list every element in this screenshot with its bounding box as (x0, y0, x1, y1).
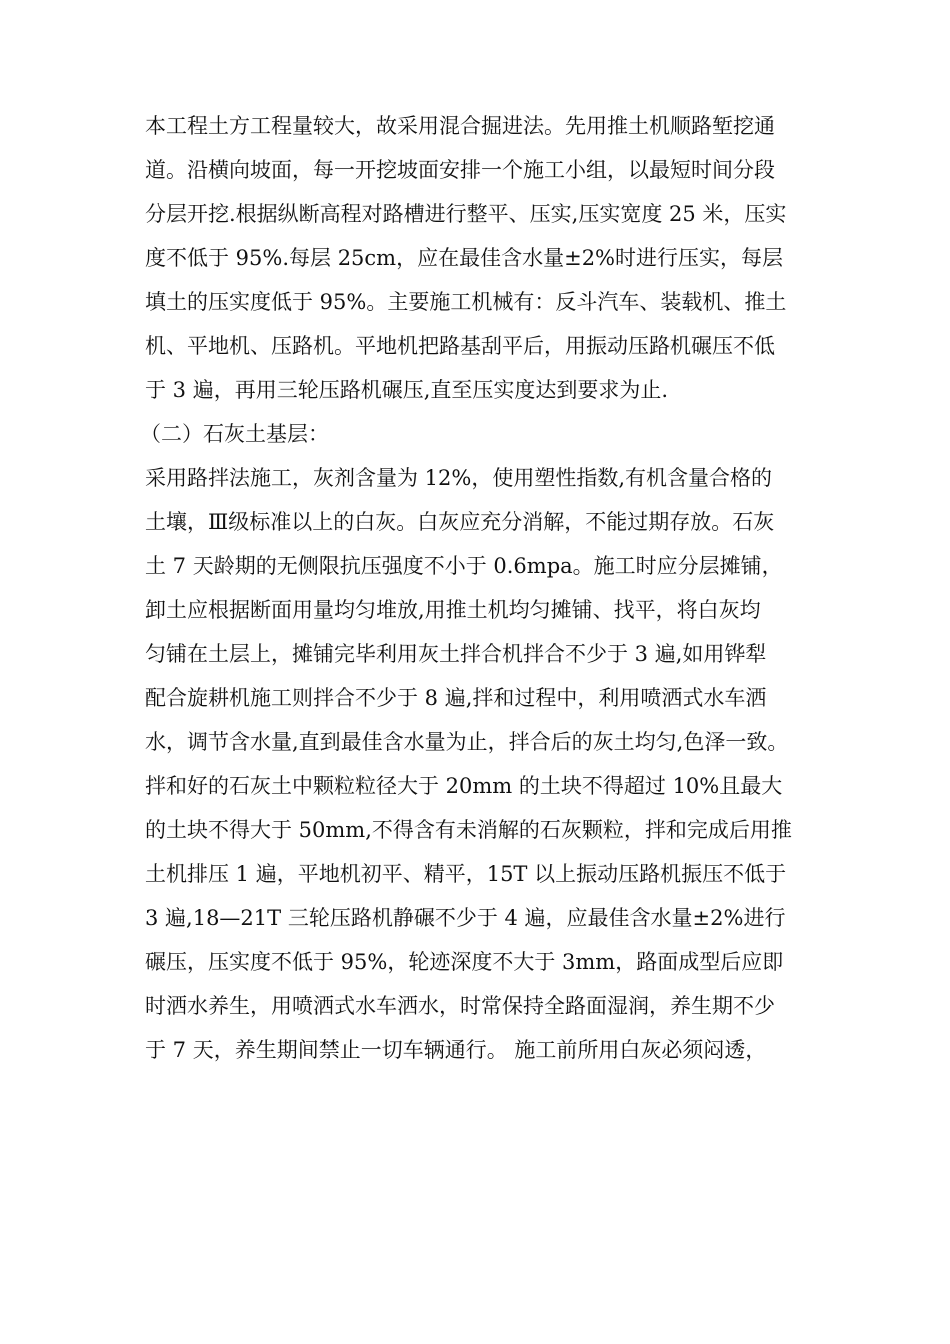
text-line: 采用路拌法施工，灰剂含量为 12%，使用塑性指数,有机含量合格的 (145, 466, 773, 490)
text-line: 配合旋耕机施工则拌合不少于 8 遍,拌和过程中，利用喷洒式水车洒 (145, 686, 767, 710)
text-line: 时洒水养生，用喷洒式水车洒水，时常保持全路面湿润，养生期不少 (145, 994, 775, 1018)
text-line: 3 遍,18—21T 三轮压路机静碾不少于 4 遍，应最佳含水量±2%进行 (145, 906, 786, 930)
text-line: 匀铺在土层上，摊铺完毕利用灰土拌合机拌合不少于 3 遍,如用铧犁 (145, 642, 767, 666)
text-line: 碾压，压实度不低于 95%，轮迹深度不大于 3mm，路面成型后应即 (145, 950, 784, 974)
text-line: 填土的压实度低于 95%。主要施工机械有：反斗汽车、装载机、推土 (145, 290, 787, 314)
text-line: 机、平地机、压路机。平地机把路基刮平后，用振动压路机碾压不低 (145, 334, 775, 358)
text-line: 的土块不得大于 50mm,不得含有未消解的石灰颗粒，拌和完成后用推 (145, 818, 792, 842)
text-line: 土 7 天龄期的无侧限抗压强度不小于 0.6mpa。施工时应分层摊铺， (145, 554, 783, 578)
text-line: 本工程土方工程量较大，故采用混合掘进法。先用推土机顺路堑挖通 (145, 114, 775, 138)
text-line: 于 3 遍，再用三轮压路机碾压,直至压实度达到要求为止. (145, 378, 669, 402)
text-line: 卸土应根据断面用量均匀堆放,用推土机均匀摊铺、找平，将白灰均 (145, 598, 761, 622)
text-line: 拌和好的石灰土中颗粒粒径大于 20mm 的土块不得超过 10%且最大 (145, 774, 783, 798)
text-line: 分层开挖.根据纵断高程对路槽进行整平、压实,压实宽度 25 米，压实 (145, 202, 787, 226)
text-line: 度不低于 95%.每层 25cm，应在最佳含水量±2%时进行压实，每层 (145, 246, 784, 270)
text-line: 于 7 天，养生期间禁止一切车辆通行。 施工前所用白灰必须闷透， (145, 1038, 767, 1062)
text-line: 土机排压 1 遍，平地机初平、精平，15T 以上振动压路机振压不低于 (145, 862, 787, 886)
section-heading: （二）石灰土基层： (140, 422, 329, 446)
text-line: 水，调节含水量,直到最佳含水量为止，拌合后的灰土均匀,色泽一致。 (145, 730, 789, 754)
text-line: 道。沿横向坡面，每一开挖坡面安排一个施工小组，以最短时间分段 (145, 158, 775, 182)
text-line: 土壤，Ⅲ级标准以上的白灰。白灰应充分消解，不能过期存放。石灰 (145, 510, 775, 534)
